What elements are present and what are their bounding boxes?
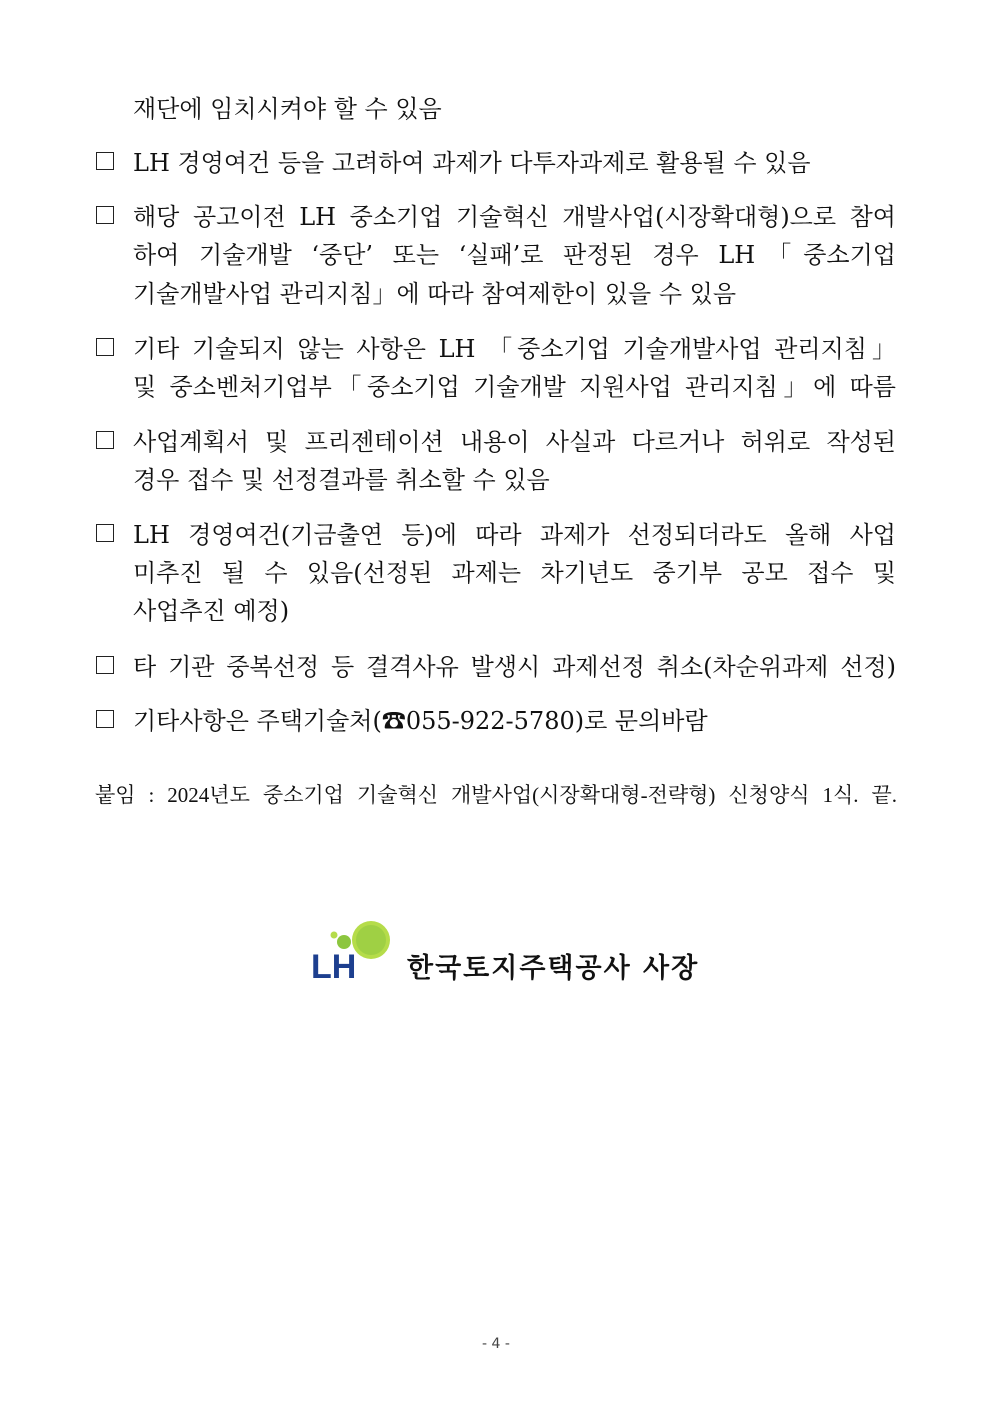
attachment-note: 붙임 : 2024년도 중소기업 기술혁신 개발사업(시장확대형-전략형) 신청양식 1식. 끝. [95,783,897,807]
list-item-text: 해당 공고이전 LH 중소기업 기술혁신 개발사업(시장확대형)으로 참여 [133,203,896,231]
lh-logo [307,920,397,986]
list-item-text: LH 경영여건 등을 고려하여 과제가 다투자과제로 활용될 수 있음 [133,149,811,177]
list-item-text: 및 중소벤처기업부「중소기업 기술개발 지원사업 관리지침」에 따름 [133,373,896,401]
checkbox-square-icon [96,338,114,356]
list-item-text: 타 기관 중복선정 등 결격사유 발생시 과제선정 취소(차순위과제 선정) [133,653,896,681]
list-item-text: 경우 접수 및 선정결과를 취소할 수 있음 [133,466,550,494]
page-number: - 4 - [482,1336,510,1352]
list-item-text: 하여 기술개발 ‘중단’ 또는 ‘실패’로 판정된 경우 LH「중소기업 [133,241,896,269]
checkbox-square-icon [96,431,114,449]
organization-name: 한국토지주택공사 사장 [407,953,700,984]
signature-block [307,920,707,990]
list-item-text: 사업계획서 및 프리젠테이션 내용이 사실과 다르거나 허위로 작성된 [133,428,896,456]
checkbox-square-icon [96,656,114,674]
continuation-line: 재단에 임치시켜야 할 수 있음 [133,95,442,123]
checkbox-square-icon [96,710,114,728]
list-item-text: LH 경영여건(기금출연 등)에 따라 과제가 선정되더라도 올해 사업 [133,521,896,549]
checkbox-square-icon [96,152,114,170]
list-item-text: 기타사항은 주택기술처(☎055-922-5780)로 문의바람 [133,707,708,735]
checkbox-square-icon [96,206,114,224]
logo-text: LH [311,948,357,986]
list-item-text: 기타 기술되지 않는 사항은 LH 「중소기업 기술개발사업 관리지침」 [133,335,896,363]
list-item-text: 기술개발사업 관리지침」에 따라 참여제한이 있을 수 있음 [133,280,737,308]
checkbox-square-icon [96,524,114,542]
list-item-text: 사업추진 예정) [133,597,290,625]
list-item-text: 미추진 될 수 있음(선정된 과제는 차기년도 중기부 공모 접수 및 [133,559,896,587]
